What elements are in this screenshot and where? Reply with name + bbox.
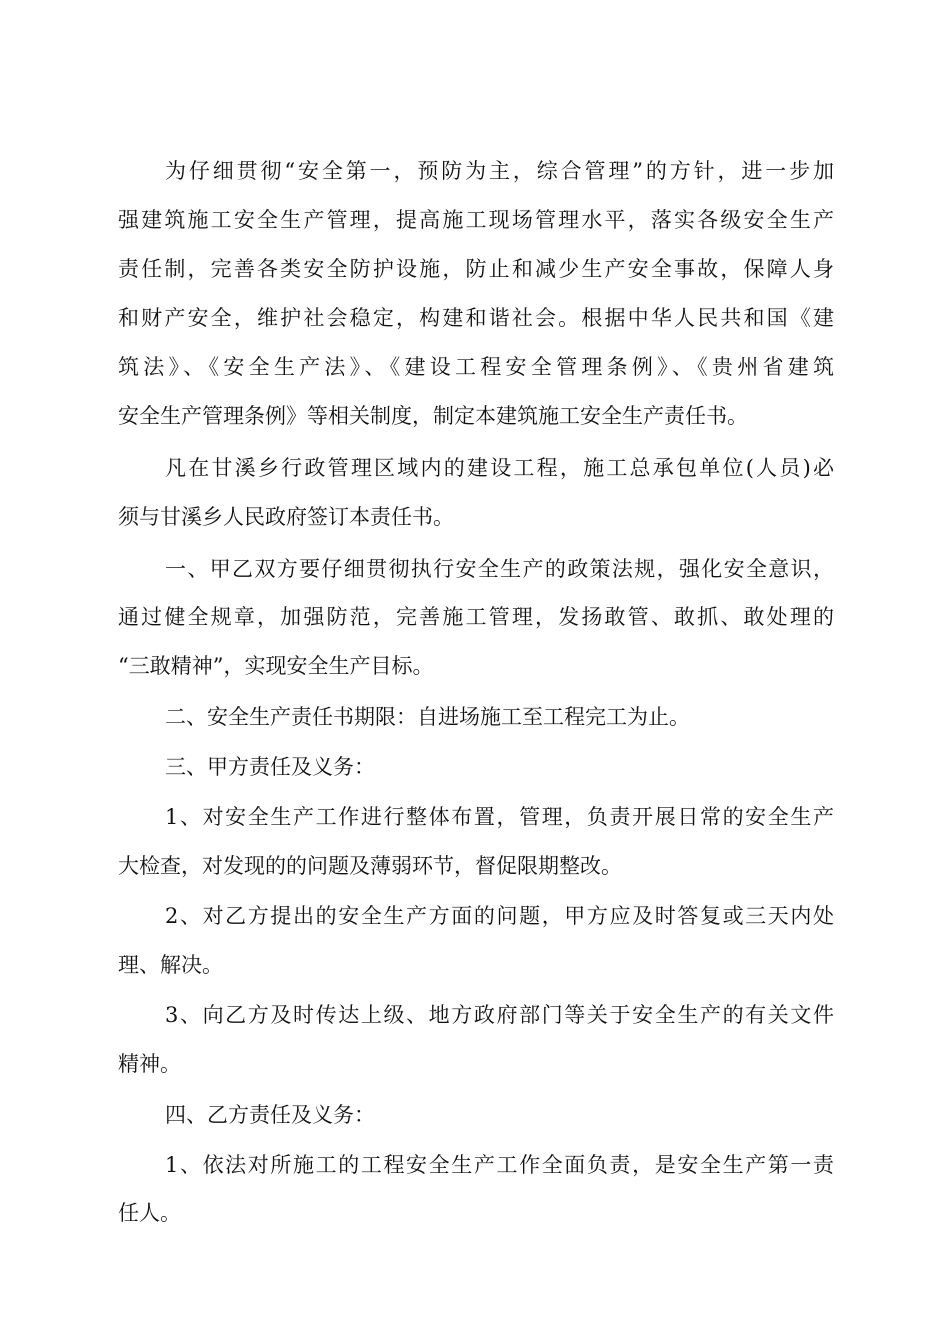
paragraph-3-line-2: 通过健全规章，加强防范，完善施工管理，发扬敢管、敢抓、敢处理的 (118, 605, 834, 629)
paragraph-8-line-1: 3、向乙方及时传达上级、地方政府部门等关于安全生产的有关文件 (165, 1003, 834, 1027)
paragraph-7-line-2: 理、解决。 (118, 953, 223, 977)
paragraph-2-line-2: 须与甘溪乡人民政府签订本责任书。 (118, 505, 454, 529)
paragraph-1-line-3: 责任制，完善各类安全防护设施，防止和减少生产安全事故，保障人身 (118, 257, 834, 281)
section-4-heading: 四、乙方责任及义务： (165, 1103, 375, 1127)
paragraph-1-line-4: 和财产安全，维护社会稳定，构建和谐社会。根据中华人民共和国《建 (118, 306, 834, 330)
paragraph-1-line-6: 安全生产管理条例》等相关制度，制定本建筑施工安全生产责任书。 (118, 404, 748, 428)
paragraph-1-line-1: 为仔细贯彻“安全第一，预防为主，综合管理”的方针，进一步加 (165, 159, 834, 183)
paragraph-7-line-1: 2、对乙方提出的安全生产方面的问题，甲方应及时答复或三天内处 (165, 904, 834, 928)
paragraph-3-line-3: “三敢精神”，实现安全生产目标。 (118, 654, 434, 678)
paragraph-4-line-1: 二、安全生产责任书期限：自进场施工至工程完工为止。 (165, 705, 690, 729)
section-3-heading: 三、甲方责任及义务： (165, 755, 375, 779)
paragraph-3-line-1: 一、甲乙双方要仔细贯彻执行安全生产的政策法规，强化安全意识， (165, 557, 834, 581)
paragraph-8-line-2: 精神。 (118, 1052, 181, 1076)
paragraph-1-line-5: 筑法》、《安全生产法》、《建设工程安全管理条例》、《贵州省建筑 (118, 355, 834, 379)
paragraph-1-line-2: 强建筑施工安全生产管理，提高施工现场管理水平，落实各级安全生产 (118, 208, 834, 232)
paragraph-2-line-1: 凡在甘溪乡行政管理区域内的建设工程，施工总承包单位(人员)必 (165, 456, 834, 480)
paragraph-6-line-1: 1、对安全生产工作进行整体布置，管理，负责开展日常的安全生产 (165, 805, 834, 829)
paragraph-10-line-2: 任人。 (118, 1201, 181, 1225)
paragraph-10-line-1: 1、依法对所施工的工程安全生产工作全面负责，是安全生产第一责 (165, 1153, 834, 1177)
paragraph-6-line-2: 大检查，对发现的的问题及薄弱环节，督促限期整改。 (118, 854, 622, 878)
